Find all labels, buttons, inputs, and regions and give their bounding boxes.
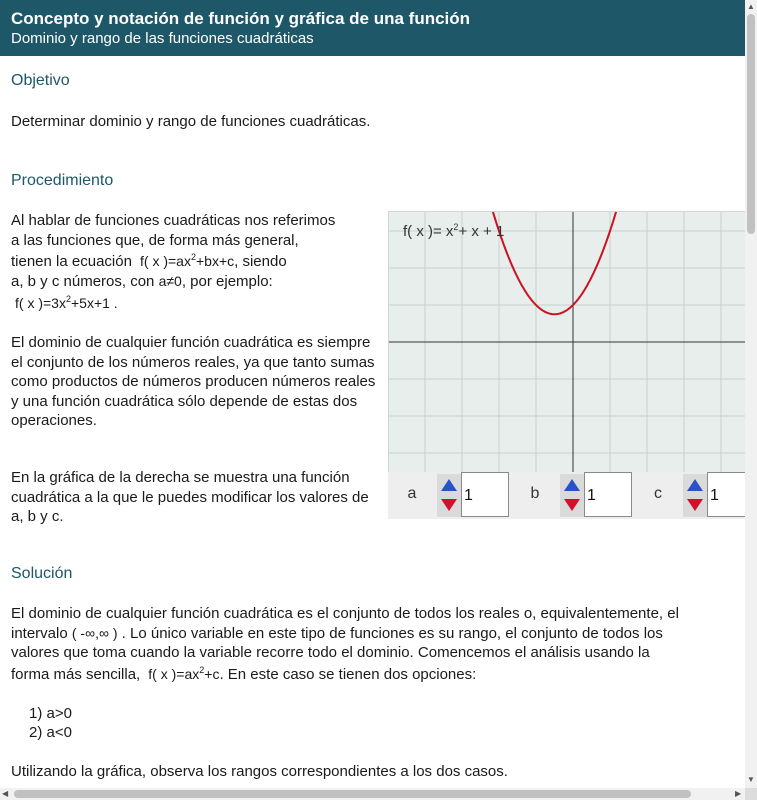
- solucion-line-4: forma más sencilla, f( x )$=ax^2+c$. En este caso se tienen dos opciones:: [11, 665, 477, 683]
- horizontal-scrollbar[interactable]: [0, 788, 745, 800]
- b-spinner[interactable]: [560, 474, 584, 517]
- solucion-line-3: valores que toma cuando la variable recorre todo el dominio. Comencemos el análisis usando la: [11, 644, 650, 661]
- procedimiento-heading: Procedimiento: [11, 172, 114, 189]
- simple-equation: f( x )$=ax^2+c$: [148, 665, 220, 682]
- solucion-line-2: intervalo ( -∞,∞ ) . Lo único variable en este tipo de funciones es su rango, el conjunto de todos los: [11, 625, 663, 642]
- solucion-line-1: El dominio de cualquier función cuadrática es el conjunto de todos los reales o, equivalentemente, el: [11, 605, 679, 622]
- intro-line-3: [11, 252, 287, 272]
- objetivo-text: Determinar dominio y rango de funciones cuadráticas.: [11, 113, 371, 130]
- b-increment-icon[interactable]: [564, 479, 580, 491]
- horizontal-scroll-thumb[interactable]: [14, 790, 691, 798]
- option-2: 2) a<0: [29, 724, 72, 741]
- b-label: b: [530, 485, 540, 502]
- scrollbar-corner: [745, 788, 757, 800]
- intro-line-1: Al hablar de funciones cuadráticas nos referimos: [11, 212, 336, 229]
- a-label: a: [407, 485, 417, 502]
- c-spinner[interactable]: [683, 474, 707, 517]
- page-header: [0, 0, 745, 56]
- a-input[interactable]: 1: [461, 472, 509, 517]
- option-1: 1) a>0: [29, 705, 72, 722]
- general-equation: f( x )$=ax^2+bx+c$: [140, 252, 235, 269]
- a-increment-icon[interactable]: [441, 479, 457, 491]
- a-decrement-icon[interactable]: [441, 499, 457, 511]
- page-title: Concepto y notación de función y gráfica de una función: [11, 9, 471, 28]
- intro-line-3-text: tienen la ecuación: [11, 253, 132, 270]
- page-subtitle: Dominio y rango de las funciones cuadráticas: [11, 30, 314, 47]
- c-input[interactable]: 1: [707, 472, 745, 517]
- b-decrement-icon[interactable]: [564, 499, 580, 511]
- coefficient-controls: [388, 472, 745, 519]
- intro-line-2: a las funciones que, de forma más general,: [11, 232, 299, 249]
- b-input[interactable]: 1: [584, 472, 632, 517]
- example-equation: f( x )$=3x^2+5x+1$ .: [15, 294, 118, 311]
- a-spinner[interactable]: [437, 474, 461, 517]
- intro-line-3-end: , siendo: [234, 253, 287, 270]
- content-area: [0, 56, 745, 788]
- c-label: c: [654, 485, 662, 502]
- solucion-heading: Solución: [11, 565, 73, 582]
- intro-line-4-text: a, b y c números, con: [11, 273, 155, 290]
- intro-line-4: [11, 272, 273, 292]
- solucion-final: Utilizando la gráfica, observa los rangos correspondientes a los dos casos.: [11, 763, 508, 780]
- scroll-down-icon[interactable]: ▼: [747, 775, 755, 784]
- c-decrement-icon[interactable]: [687, 499, 703, 511]
- scroll-up-icon[interactable]: ▲: [747, 2, 755, 11]
- scroll-right-icon[interactable]: ▶: [735, 789, 742, 798]
- objetivo-heading: Objetivo: [11, 72, 70, 89]
- dominio-paragraph: El dominio de cualquier función cuadrática es siempre el conjunto de los números reales, ya que tanto sumas como productos de números producen números reales y una función cuadrática sólo depende de estas dos operaciones.: [11, 334, 376, 429]
- function-label: f( x )= $x^2+ x + 1$: [403, 222, 505, 240]
- intro-line-4-end: , por ejemplo:: [181, 273, 273, 290]
- condition: a≠0: [158, 273, 182, 289]
- grafica-paragraph: En la gráfica de la derecha se muestra una función cuadrática a la que le puedes modificar los valores de a, b y c.: [11, 469, 369, 525]
- c-increment-icon[interactable]: [687, 479, 703, 491]
- vertical-scroll-thumb[interactable]: [747, 14, 755, 234]
- interval: ( -∞,∞ ): [71, 625, 118, 641]
- scroll-left-icon[interactable]: ◀: [2, 789, 9, 798]
- vertical-scrollbar[interactable]: [745, 0, 757, 788]
